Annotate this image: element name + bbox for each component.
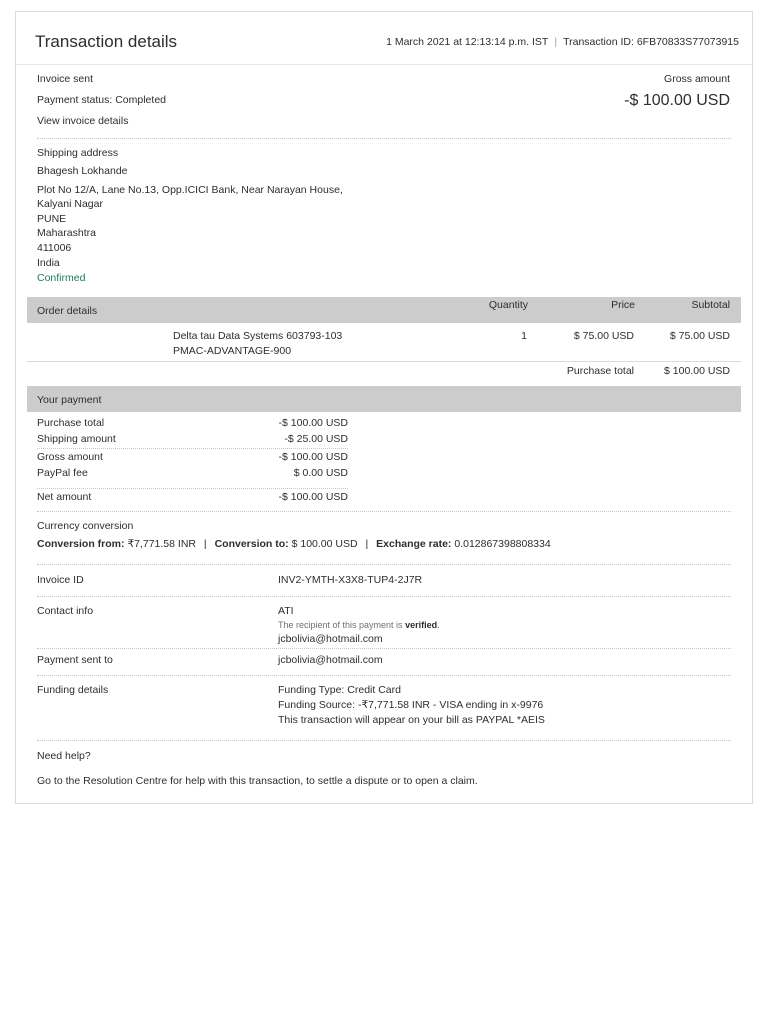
col-quantity: Quantity	[488, 299, 528, 311]
view-invoice-link[interactable]: View invoice details	[37, 115, 129, 127]
order-details-header	[27, 297, 741, 323]
pay-divider-2	[37, 488, 348, 489]
shipping-name: Bhagesh Lokhande	[37, 165, 128, 177]
pay-purchase-total-label: Purchase total	[37, 417, 105, 429]
meta-separator: |	[554, 36, 558, 48]
header-divider	[16, 64, 752, 65]
conversion-divider	[37, 564, 731, 565]
col-price: Price	[611, 299, 635, 311]
payment-status-label: Payment status:	[37, 94, 113, 106]
payment-status	[37, 94, 166, 106]
conversion-to-label: Conversion to:	[214, 538, 289, 550]
help-prefix: Go to the	[37, 775, 81, 787]
shipping-line1: Plot No 12/A, Lane No.13, Opp.ICICI Bank, Near Narayan House,	[37, 184, 343, 196]
need-help-title: Need help?	[37, 750, 91, 762]
pay-net-value: -$ 100.00 USD	[278, 491, 348, 503]
exchange-rate-value: 0.012867398808334	[454, 538, 551, 550]
your-payment-header	[27, 386, 741, 412]
col-subtotal: Subtotal	[691, 299, 730, 311]
item-name: Delta tau Data Systems 603793-103	[173, 330, 343, 342]
purchase-total-label: Purchase total	[566, 365, 634, 377]
conversion-from-value: ₹7,771.58 INR	[127, 538, 196, 550]
item-subtotal: $ 75.00 USD	[669, 330, 730, 342]
purchase-total-value: $ 100.00 USD	[664, 365, 730, 377]
funding-statement: This transaction will appear on your bill as PAYPAL *AEIS	[278, 714, 545, 726]
contact-email: jcbolivia@hotmail.com	[278, 633, 383, 645]
pay-net-label: Net amount	[37, 491, 92, 503]
transaction-type: Invoice sent	[37, 73, 94, 85]
help-text	[37, 775, 478, 787]
invoice-id-value: INV2-YMTH-X3X8-TUP4-2J7R	[278, 574, 423, 586]
help-suffix: for help with this transaction, to settle a dispute or to open a claim.	[170, 775, 478, 787]
shipping-line2: Kalyani Nagar	[37, 198, 103, 210]
resolution-centre-link[interactable]: Resolution Centre	[83, 775, 168, 787]
transaction-id: 6FB70833S77073915	[636, 36, 739, 48]
pay-fee-label: PayPal fee	[37, 467, 88, 479]
transaction-datetime: 1 March 2021 at 12:13:14 p.m. IST	[386, 36, 549, 48]
funding-divider	[37, 740, 731, 741]
gross-amount-label: Gross amount	[664, 73, 730, 85]
verified-suffix: .	[437, 620, 440, 630]
verified-prefix: The recipient of this payment is	[278, 620, 403, 630]
conversion-line	[37, 538, 551, 550]
currency-conversion-label: Currency conversion	[37, 520, 134, 532]
order-details-title: Order details	[37, 305, 98, 317]
payment-divider	[37, 511, 731, 512]
sent-to-divider	[37, 675, 731, 676]
shipping-city: PUNE	[37, 213, 67, 225]
transaction-id-label: Transaction ID:	[563, 36, 634, 48]
pay-gross-label: Gross amount	[37, 451, 103, 463]
item-sku: PMAC-ADVANTAGE-900	[173, 345, 292, 357]
verified-badge: verified	[405, 620, 438, 630]
pay-shipping-label: Shipping amount	[37, 433, 116, 445]
item-price: $ 75.00 USD	[573, 330, 634, 342]
conversion-from-label: Conversion from:	[37, 538, 125, 550]
pay-divider-1	[37, 448, 348, 449]
shipping-country: India	[37, 257, 60, 269]
transaction-details-card	[15, 11, 753, 804]
conversion-to-value: $ 100.00 USD	[291, 538, 358, 550]
funding-details-label: Funding details	[37, 684, 109, 696]
shipping-postcode: 411006	[37, 242, 72, 254]
payment-sent-to-value: jcbolivia@hotmail.com	[278, 654, 383, 666]
exchange-rate-label: Exchange rate:	[376, 538, 452, 550]
summary-divider	[37, 138, 731, 139]
your-payment-title: Your payment	[37, 394, 102, 406]
pay-fee-value: $ 0.00 USD	[293, 467, 348, 479]
item-quantity: 1	[521, 330, 527, 342]
payment-sent-to-label: Payment sent to	[37, 654, 113, 666]
gross-amount-value: -$ 100.00 USD	[624, 92, 730, 109]
funding-source: Funding Source: -₹7,771.58 INR - VISA ending in x-9976	[278, 699, 544, 711]
conversion-separator-1: |	[203, 538, 207, 550]
conversion-separator-2: |	[365, 538, 369, 550]
contact-info-label: Contact info	[37, 605, 94, 617]
shipping-status: Confirmed	[37, 272, 86, 284]
invoice-divider	[37, 596, 731, 597]
contact-divider	[37, 648, 731, 649]
pay-purchase-total-value: -$ 100.00 USD	[278, 417, 348, 429]
pay-gross-value: -$ 100.00 USD	[278, 451, 348, 463]
transaction-meta	[386, 36, 739, 48]
contact-name: ATI	[278, 605, 294, 617]
verified-note	[278, 620, 440, 630]
funding-type: Funding Type: Credit Card	[278, 684, 401, 696]
invoice-id-label: Invoice ID	[37, 574, 84, 586]
shipping-address-label: Shipping address	[37, 147, 119, 159]
page-title: Transaction details	[35, 32, 178, 51]
order-row-divider	[27, 361, 741, 362]
shipping-state: Maharashtra	[37, 227, 96, 239]
payment-status-value: Completed	[115, 94, 166, 106]
pay-shipping-value: -$ 25.00 USD	[284, 433, 348, 445]
